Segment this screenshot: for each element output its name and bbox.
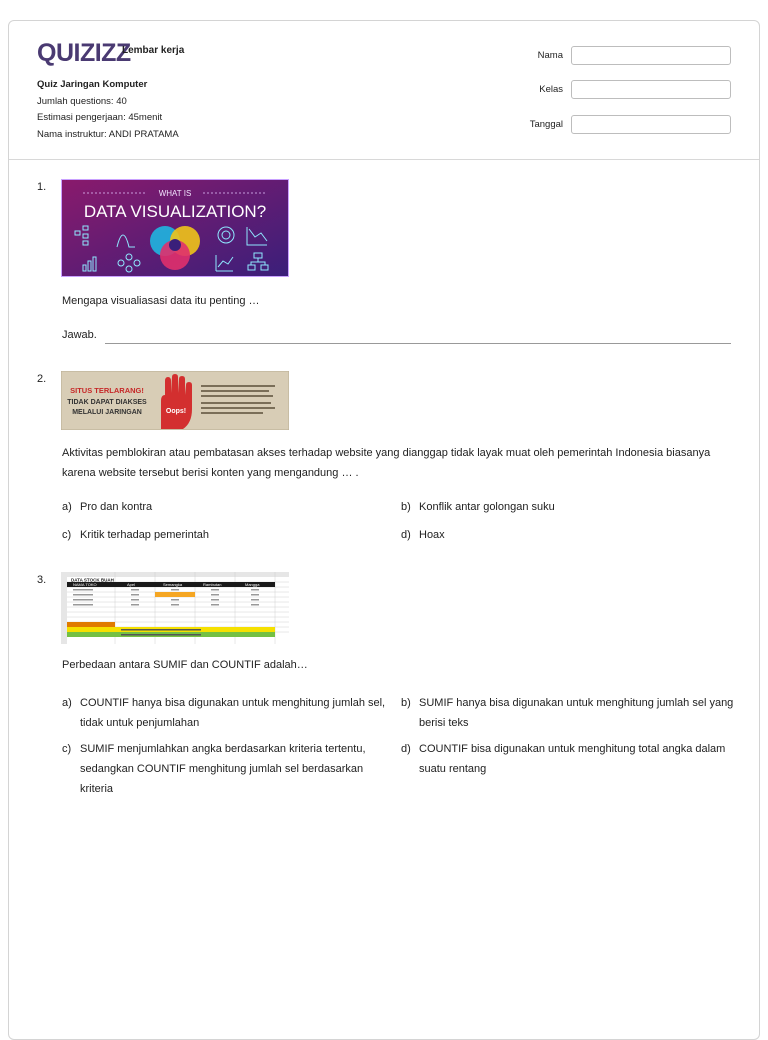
blocked-line-3: MELALUI JARINGAN xyxy=(72,409,142,416)
col-header: Mangga xyxy=(245,582,260,587)
option-text: SUMIF hanya bisa digunakan untuk menghitung jumlah sel yang berisi teks xyxy=(419,697,734,729)
col-header: Rambutan xyxy=(203,582,222,587)
date-field-row xyxy=(517,115,731,134)
data-visualization-image xyxy=(61,179,289,277)
option-text: Hoax xyxy=(419,529,445,541)
question-text: Mengapa visualiasasi data itu penting … xyxy=(62,295,260,307)
quizizz-logo: QUIZIZZ xyxy=(37,39,131,67)
question-number: 3. xyxy=(37,574,47,586)
col-header: NAMA TOKO xyxy=(73,582,97,587)
question-number: 2. xyxy=(37,373,47,385)
col-header: Semangka xyxy=(163,582,183,587)
worksheet xyxy=(8,20,760,1040)
option-text: COUNTIF hanya bisa digunakan untuk menghitung jumlah sel, tidak untuk penjumlahan xyxy=(80,697,386,729)
option-text: Pro dan kontra xyxy=(80,501,153,513)
quiz-meta xyxy=(37,77,179,143)
date-label: Tanggal xyxy=(529,119,563,130)
option-a[interactable] xyxy=(62,497,382,517)
option-letter: d) xyxy=(401,529,411,541)
image-title-small: WHAT IS xyxy=(158,189,192,198)
option-letter: a) xyxy=(62,697,72,709)
col-header: Apel xyxy=(127,582,136,587)
class-field-row xyxy=(517,80,731,99)
option-d[interactable] xyxy=(401,525,731,545)
question-number: 1. xyxy=(37,181,47,193)
blocked-site-image xyxy=(61,371,289,430)
name-input[interactable] xyxy=(571,46,731,65)
quiz-title: Quiz Jaringan Komputer xyxy=(37,79,148,90)
answer-line[interactable] xyxy=(105,343,731,344)
time-estimate: Estimasi pengerjaan: 45menit xyxy=(37,112,163,123)
option-b[interactable] xyxy=(401,497,731,517)
option-letter: c) xyxy=(62,743,72,755)
question-text: Aktivitas pemblokiran atau pembatasan akses terhadap website yang dianggap tidak layak muat oleh pemerintah Indonesia biasanya karena website tersebut berisi konten yang mengandung … . xyxy=(62,447,711,479)
option-letter: a) xyxy=(62,501,72,513)
blocked-line-1: SITUS TERLARANG! xyxy=(70,386,144,395)
date-input[interactable] xyxy=(571,115,731,134)
image-title-big: DATA VISUALIZATION? xyxy=(83,202,267,221)
class-input[interactable] xyxy=(571,80,731,99)
name-label: Nama xyxy=(537,50,563,61)
questions-count: Jumlah questions: 40 xyxy=(37,95,127,107)
instructor-name: Nama instruktur: ANDI PRATAMA xyxy=(37,128,179,140)
spreadsheet-image xyxy=(61,572,289,644)
option-text: Kritik terhadap pemerintah xyxy=(80,529,210,541)
option-text: COUNTIF bisa digunakan untuk menghitung total angka dalam suatu rentang xyxy=(419,743,726,775)
oops-badge: Oops! xyxy=(165,408,187,415)
worksheet-header xyxy=(9,21,759,160)
class-label: Kelas xyxy=(539,84,563,95)
option-d[interactable] xyxy=(401,739,739,779)
option-letter: d) xyxy=(401,743,411,755)
option-b[interactable] xyxy=(401,693,739,733)
answer-label: Jawab. xyxy=(62,329,97,341)
option-letter: b) xyxy=(401,697,411,709)
worksheet-label: Lembar kerja xyxy=(122,45,185,56)
option-c[interactable] xyxy=(62,525,382,545)
option-text: SUMIF menjumlahkan angka berdasarkan kriteria tertentu, sedangkan COUNTIF menghitung jumlah sel berdasarkan kriteria xyxy=(80,743,366,795)
sheet-title: DATA STOCK BUAH xyxy=(71,577,114,583)
option-letter: b) xyxy=(401,501,411,513)
blocked-line-2: TIDAK DAPAT DIAKSES xyxy=(67,399,147,406)
option-letter: c) xyxy=(62,529,72,541)
name-field-row xyxy=(517,46,731,65)
option-a[interactable] xyxy=(62,693,390,733)
option-text: Konflik antar golongan suku xyxy=(419,501,555,513)
option-c[interactable] xyxy=(62,739,390,799)
question-text: Perbedaan antara SUMIF dan COUNTIF adalah… xyxy=(62,659,308,671)
